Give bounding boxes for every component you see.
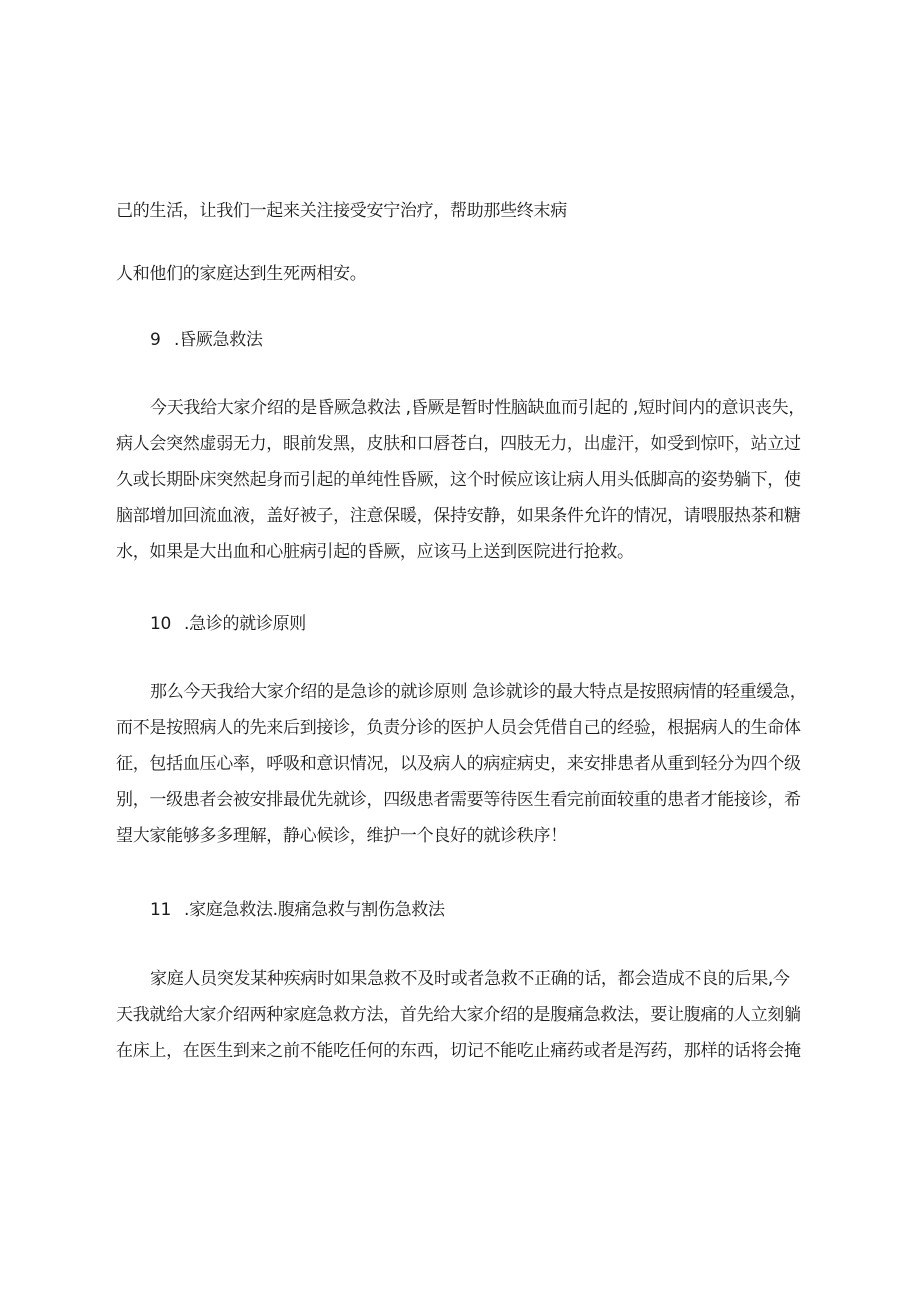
intro-line-1: 己的生活，让我们一起来关注接受安宁治疗，帮助那些终末病 (116, 201, 567, 221)
section-10-line-3: 征，包括血压心率，呼吸和意识情况，以及病人的病症病史，来安排患者从重到轻分为四个级 (116, 754, 801, 774)
section-10-number: 10 (150, 614, 172, 634)
section-10-line-4: 别，一级患者会被安排最优先就诊，四级患者需要等待医生看完前面较重的患者才能接诊，希 (116, 790, 801, 810)
section-10-line-1: 那么今天我给大家介绍的是急诊的就诊原则 急诊就诊的最大特点是按照病情的轻重缓急， (150, 682, 807, 702)
section-11-heading (150, 892, 816, 928)
section-11-title: .家庭急救法.腹痛急救与割伤急救法 (184, 900, 445, 920)
section-9-title: .昏厥急救法 (174, 330, 263, 350)
section-9-line-1: 今天我给大家介绍的是昏厥急救法 ,昏厥是暂时性脑缺血而引起的 ,短时间内的意识丧失， (150, 398, 806, 418)
section-9-number: 9 (150, 330, 161, 350)
section-9-line-2: 病人会突然虚弱无力，眼前发黑，皮肤和口唇苍白，四肢无力，出虚汗，如受到惊吓，站立过 (116, 434, 801, 454)
section-10-heading (150, 606, 816, 642)
section-10-line-5: 望大家能够多多理解，静心候诊，维护一个良好的就诊秩序！ (116, 826, 567, 846)
section-9-heading (150, 322, 816, 358)
section-11-line-3: 在床上，在医生到来之前不能吃任何的东西，切记不能吃止痛药或者是泻药，那样的话将会掩 (116, 1041, 801, 1061)
section-10-title: .急诊的就诊原则 (184, 614, 307, 634)
section-11-number: 11 (150, 900, 172, 920)
section-11-line-2: 天我就给大家介绍两种家庭急救方法，首先给大家介绍的是腹痛急救法，要让腹痛的人立刻躺 (116, 1005, 801, 1025)
section-9-line-3: 久或长期卧床突然起身而引起的单纯性昏厥，这个时候应该让病人用头低脚高的姿势躺下，使 (116, 470, 801, 490)
section-9-line-4: 脑部增加回流血液，盖好被子，注意保暖，保持安静，如果条件允许的情况，请喂服热茶和糖 (116, 506, 801, 526)
section-9-line-5: 水，如果是大出血和心脏病引起的昏厥，应该马上送到医院进行抢救。 (116, 542, 634, 562)
section-10-line-2: 而不是按照病人的先来后到接诊，负责分诊的医护人员会凭借自己的经验，根据病人的生命体 (116, 718, 801, 738)
intro-line-2: 人和他们的家庭达到生死两相安。 (116, 264, 367, 284)
section-11-line-1: 家庭人员突发某种疾病时如果急救不及时或者急救不正确的话，都会造成不良的后果,今 (150, 969, 790, 989)
